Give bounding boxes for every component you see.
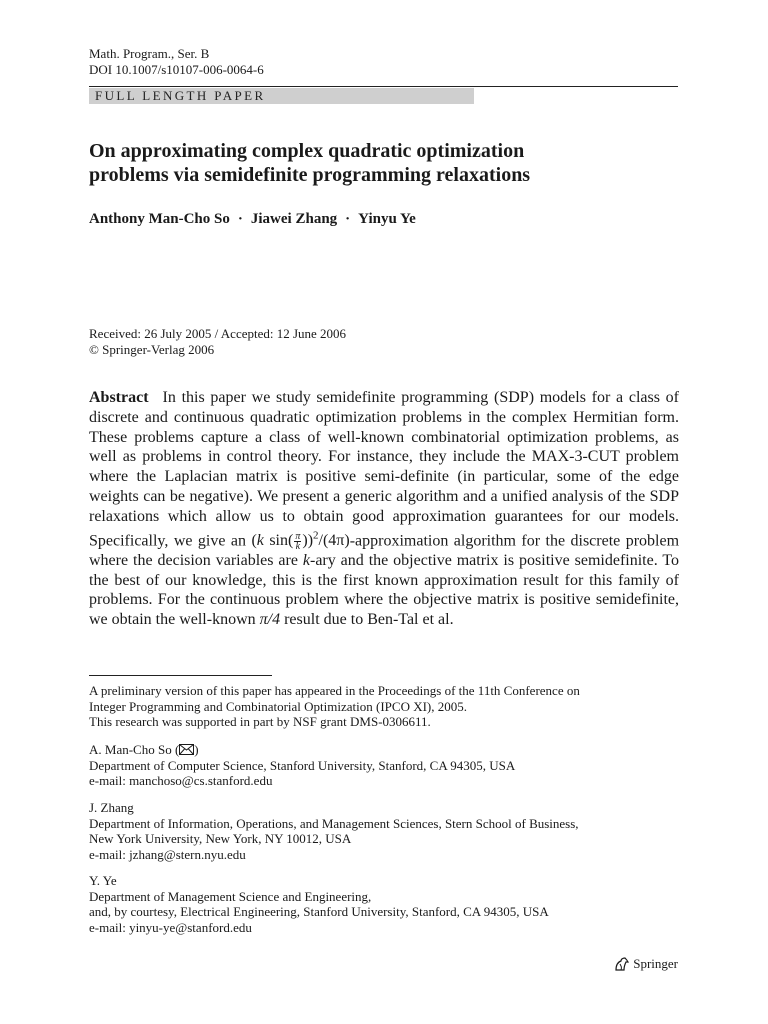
article-type-label: FULL LENGTH PAPER bbox=[95, 88, 266, 103]
springer-horse-icon bbox=[614, 957, 629, 971]
banner-rule bbox=[89, 86, 678, 87]
affiliation-so: A. Man-Cho So ( ) Department of Computer Science, Stanford University, Stanford, CA 94305, USA e-mail: manchoso@cs.stanford.edu bbox=[89, 742, 689, 789]
author-separator: · bbox=[237, 211, 243, 227]
copyright-notice: © Springer-Verlag 2006 bbox=[89, 342, 215, 357]
pi-over-four: π/4 bbox=[259, 611, 281, 629]
abstract: Abstract In this paper we study semidefinite programming (SDP) models for a class of discrete and continuous quadratic optimization problems in the complex Hermitian form. These problems capture a class of well-known combinatorial optimization problems, as well as problems in control theory. For instance, they include the MAX-3-CUT problem where the Laplacian matrix is positive semi-definite (in particular, some of the edge weights can be negative). We present a generic algorithm and a unified analysis of the SDP relaxations which allow us to obtain good approximation guarantees for our models. Specifically, we give an (k sin( $\frac{\pi}{k}$ ))$^2$/(4π)-approximation algorithm for the discrete problem where the decision variables are k-ary and the objective matrix is positive semidefinite. To the best of our knowledge, this is the first known approximation result for this family of problems. For the continuous problem where the objective matrix is positive semidefinite, we obtain the well-known π/4 result due to Ben-Tal et al. bbox=[89, 389, 680, 629]
affiliation-zhang: J. Zhang Department of Information, Operations, and Management Sciences, Stern School of Business, New York University, New York, NY 10012, USA e-mail: jzhang@stern.nyu.edu bbox=[89, 800, 689, 862]
author-name: Yinyu Ye bbox=[358, 211, 416, 227]
email-ye: e-mail: yinyu-ye@stanford.edu bbox=[89, 919, 252, 935]
envelope-icon bbox=[179, 744, 194, 755]
title-line-1: On approximating complex quadratic optimization bbox=[89, 140, 525, 162]
journal-doi: DOI 10.1007/s10107-006-0064-6 bbox=[89, 62, 264, 77]
footnote-preliminary: A preliminary version of this paper has appeared in the Proceedings of the 11th Conference on Integer Programming and Combinatorial Optimization (IPCO XI), 2005. This research was supported in part by NSF grant DMS-0306611. bbox=[89, 683, 580, 729]
author-separator: · bbox=[345, 211, 351, 227]
title-line-2: problems via semidefinite programming relaxations bbox=[89, 164, 531, 186]
formula-fraction: $\frac{\pi}{k}$ bbox=[295, 530, 301, 552]
journal-series: Math. Program., Ser. B bbox=[89, 46, 210, 61]
journal-info bbox=[89, 46, 264, 78]
author-name: Jiawei Zhang bbox=[250, 211, 338, 227]
footnote-rule bbox=[89, 675, 272, 676]
author-name: Anthony Man-Cho So bbox=[89, 211, 230, 227]
author-list bbox=[89, 209, 416, 229]
affiliation-ye: Y. Ye Department of Management Science and Engineering, and, by courtesy, Electrical Engineering, Stanford University, Stanford, CA 94305, USA e-mail: yinyu-ye@stanford.edu bbox=[89, 873, 689, 935]
publication-dates bbox=[89, 326, 346, 358]
publisher-name: Springer bbox=[633, 956, 678, 971]
paper-title bbox=[89, 139, 679, 187]
approx-ratio-formula: (k sin( $\frac{\pi}{k}$ ))$^2$/(4π) bbox=[251, 529, 350, 552]
publisher-mark bbox=[614, 956, 678, 972]
abstract-text: In this paper we study semidefinite programming (SDP) models for a class of discrete and continuous quadratic optimization problems in the complex Hermitian form. These problems capture a class of well-known combinatorial optimization problems, as well as problems in control theory. For instance, they include the MAX-3-CUT problem where the Laplacian matrix is positive semi-definite (in particular, some of the edge weights can be negative). We present a generic algorithm and a unified analysis of the SDP relaxations which allow us to obtain good approximation guarantees for our models. Specifically, we give an bbox=[89, 389, 679, 549]
article-type-banner bbox=[89, 88, 474, 104]
email-zhang: e-mail: jzhang@stern.nyu.edu bbox=[89, 846, 246, 862]
abstract-label: Abstract bbox=[89, 389, 149, 406]
email-so: e-mail: manchoso@cs.stanford.edu bbox=[89, 773, 273, 788]
received-accepted: Received: 26 July 2005 / Accepted: 12 June 2006 bbox=[89, 326, 347, 341]
